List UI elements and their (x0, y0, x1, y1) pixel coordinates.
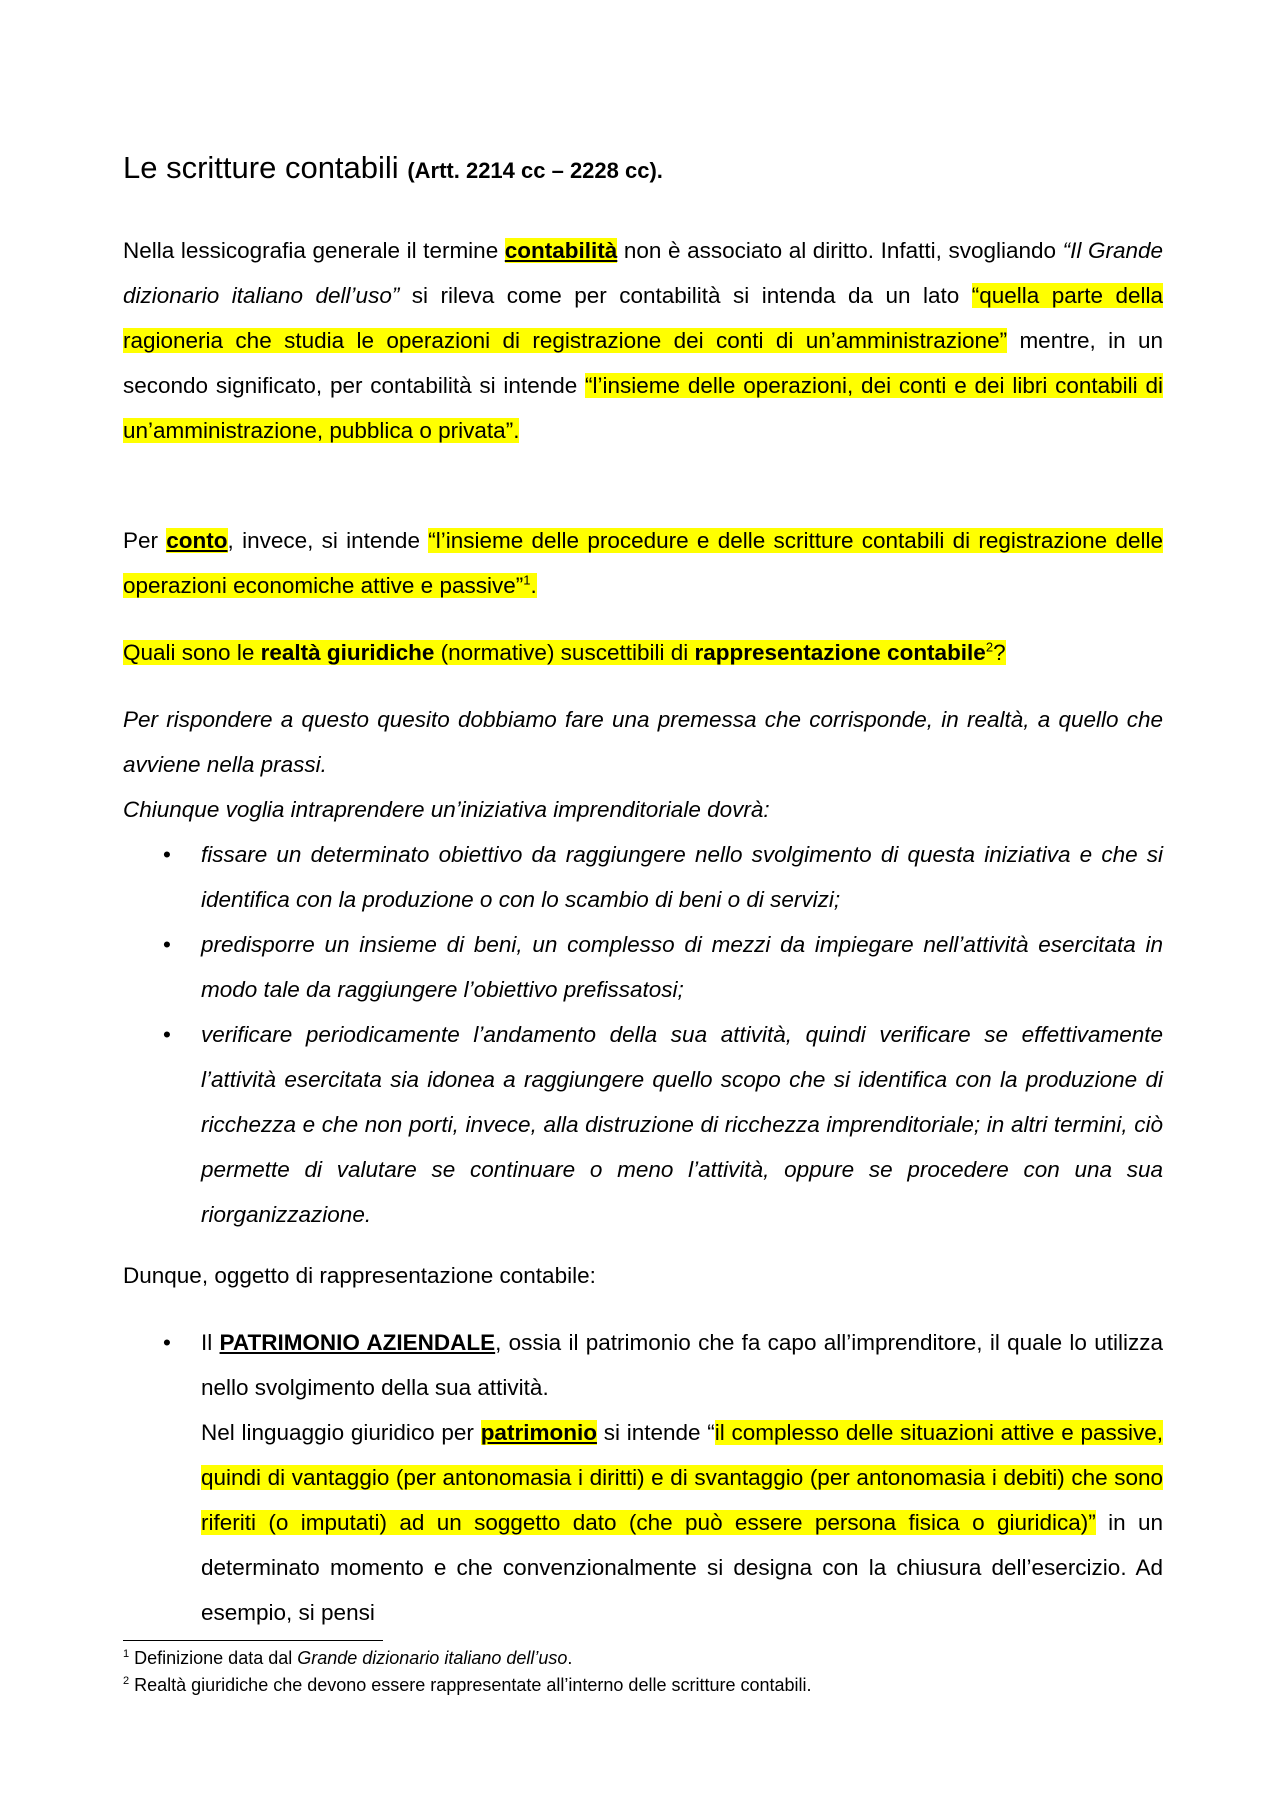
title-articles: (Artt. 2214 cc – 2228 cc). (407, 158, 663, 183)
text: mentre, in un secondo significato, per contabilità si intende (123, 328, 1163, 398)
bullet-icon: • (163, 1022, 171, 1047)
paragraph-premessa (123, 697, 1163, 1237)
title-main: Le scritture contabili (123, 150, 399, 185)
text: Nella lessicografia generale il termine (123, 238, 505, 263)
keyword-patrimonio-aziendale: PATRIMONIO AZIENDALE (219, 1330, 496, 1355)
bullet-icon: • (163, 1330, 171, 1355)
paragraph-dunque (123, 1253, 1163, 1298)
footnote-1: $^1$ Definizione data dal Grande dizionario italiano dell’uso. (123, 1648, 573, 1668)
page-title (123, 150, 663, 186)
footnote-separator (123, 1640, 383, 1641)
keyword-conto: conto (166, 528, 228, 553)
patrimonio-list (123, 1320, 1163, 1635)
footnote-2: $^2$ Realtà giuridiche che devono essere rappresentate all’interno delle scritture contabili. (123, 1675, 812, 1695)
keyword-rappresentazione-contabile: rappresentazione contabile (694, 640, 986, 665)
premessa-list (123, 832, 1163, 1237)
text: Quali sono le (123, 640, 261, 665)
dictionary-title: “Il Grande dizionario italiano dell’uso” (123, 238, 1164, 308)
list-item: • Il PATRIMONIO AZIENDALE, ossia il patrimonio che fa capo all’imprenditore, il quale lo utilizza nello svolgimento della sua attività. Nel linguaggio giuridico per patrimonio si intende “il complesso delle situazioni attive e passive, quindi di vantaggio (per antonomasia i diritti) e di svantaggio (per antonomasia i debiti) che sono riferiti (o imputati) ad un soggetto dato (che può essere persona fisica o giuridica)” in un determinato momento e che convenzionalmente si designa con la chiusura dell’esercizio. Ad esempio, si pensi (123, 1320, 1163, 1635)
patrimonio-section (123, 1320, 1163, 1635)
keyword-contabilita: contabilità (504, 238, 618, 263)
quote-conto: “l’insieme delle procedure e delle scritture contabili di registrazione delle operazioni economiche attive e passive” (123, 528, 1164, 598)
quote-definition-2: “l’insieme delle operazioni, dei conti e dei libri contabili di un’amministrazione, pubblica o privata”. (123, 373, 1163, 443)
list-item: • verificare periodicamente l’andamento della sua attività, quindi verificare se effettivamente l’attività esercitata sia idonea a raggiungere quello scopo che si identifica con la produzione di ricchezza e che non porti, invece, alla distruzione di ricchezza imprenditoriale; in altri termini, ciò permette di valutare se continuare o meno l’attività, oppure se procedere con una sua riorganizzazione. (123, 1012, 1163, 1237)
footnote-ref-2: 2 (985, 639, 994, 655)
quote-patrimonio: il complesso delle situazioni attive e passive, quindi di vantaggio (per antonomasia i diritti) e di svantaggio (per antonomasia i debiti) che sono riferiti (o imputati) ad un soggetto dato (che può essere persona fisica o giuridica)” (201, 1420, 1164, 1535)
footnote-ref-1: 1 (523, 572, 531, 588)
quote-definition-1: “quella parte della ragioneria che studia le operazioni di registrazione dei conti di un’amministrazione” (123, 283, 1163, 353)
bullet-icon: • (163, 932, 171, 957)
keyword-patrimonio: patrimonio (480, 1420, 597, 1445)
text: , invece, si intende (227, 528, 429, 553)
premessa-intro: Chiunque voglia intraprendere un’iniziativa imprenditoriale dovrà: (123, 797, 770, 822)
paragraph-contabilita (123, 228, 1163, 453)
premessa-text: Per rispondere a questo quesito dobbiamo fare una premessa che corrisponde, in realtà, a quello che avviene nella prassi. (123, 707, 1163, 777)
paragraph-question (123, 630, 1163, 675)
text: non è associato al diritto. Infatti, svogliando (617, 238, 1063, 263)
text: ? (993, 640, 1006, 665)
text: Per (123, 528, 167, 553)
text: si rileva come per contabilità si intenda da un lato (399, 283, 972, 308)
keyword-realta-giuridiche: realtà giuridiche (260, 640, 435, 665)
text: (normative) suscettibili di (434, 640, 695, 665)
text: . (530, 573, 537, 598)
bullet-icon: • (163, 842, 171, 867)
list-item: • fissare un determinato obiettivo da raggiungere nello svolgimento di questa iniziativa e che si identifica con la produzione o con lo scambio di beni o di servizi; (123, 832, 1163, 922)
dunque-text: Dunque, oggetto di rappresentazione contabile: (123, 1263, 596, 1288)
paragraph-conto (123, 518, 1163, 608)
list-item: • predisporre un insieme di beni, un complesso di mezzi da impiegare nell’attività esercitata in modo tale da raggiungere l’obiettivo prefissatosi; (123, 922, 1163, 1012)
